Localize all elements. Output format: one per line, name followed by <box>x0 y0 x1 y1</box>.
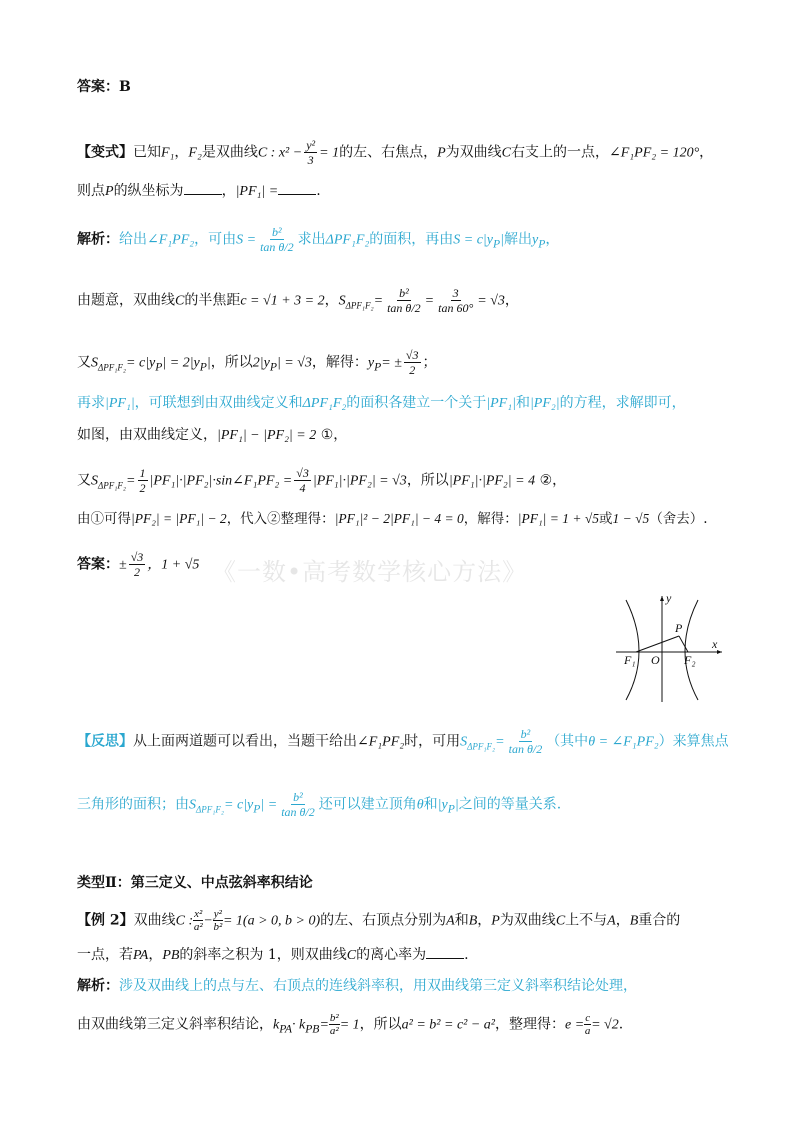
fraction: $\frac{3}{\tan 60^\circ}$ <box>438 286 474 315</box>
solution-line-2: 又$S_{\Delta PF_1F_2}= c|y_P| = 2|y_P|$，所以$2|y_P| = √3$，解得：$y_P=$ ± $\frac{√3}{2}$ ； <box>77 348 437 377</box>
variant-line-2: 则点P的纵坐标为 ，|PF₁| = . <box>77 183 321 199</box>
solution-line-3: 再求|PF₁|，可联想到由双曲线定义和ΔPF₁F₂的面积各建立一个关于|PF₁|和|PF₂|的方程，求解即可， <box>77 395 686 411</box>
solution-line-1: 由题意，双曲线C的半焦距c = √1 + 3 = 2，$S_{\Delta PF_1F_2}=$ $\frac{\text{b²}}{\text{tan θ/2}}$ = $\frac{3}{\tan 60^\circ}$ = √3， <box>77 286 519 315</box>
solution-line-5: 又$S_{\Delta PF_1F_2}=$ $\frac{1}{2}$ |PF₁|·|PF₂|·sin∠F₁PF₂ = $\frac{√3}{4}$ |PF₁|·|PF₂| = √3，所以|PF₁|·|PF₂| = 4 ②， <box>77 466 567 495</box>
fraction: $\frac{\text{b²}}{\text{tan θ/2}}$ <box>508 727 543 756</box>
hyperbola-figure <box>612 592 726 706</box>
hyperbola-left-branch <box>626 600 639 700</box>
answer-2: 答案：± $\frac{√3}{2}$ ，1 + √5 <box>77 550 200 579</box>
example2-line-2: 一点，若PA，PB的斜率之积为 1，则双曲线C的离心率为 . <box>77 947 469 963</box>
fraction: $\frac{\text{b²}}{\text{a²}}$ <box>329 1012 339 1037</box>
fraction: $\frac{√3}{2}$ <box>130 550 144 579</box>
reflection-line-2: 三角形的面积；由$S_{\Delta PF_1F_2}= c|y_P|$ = $\frac{\text{b²}}{\text{tan θ/2}}$ 还可以建立顶角θ和$|y_P|$之间的等量关系. <box>77 790 562 819</box>
fraction: $\frac{\text{b²}}{\text{tan θ/2}}$ <box>281 790 315 819</box>
solution-line-4: 如图，由双曲线定义，|PF₁| − |PF₂| = 2 ①， <box>77 427 348 443</box>
fraction: $\frac{\text{y²}}{\text{b²}}$ <box>213 908 223 933</box>
label-f1: F₁ <box>624 653 636 667</box>
label-x: x <box>712 637 718 651</box>
section-heading: 类型Ⅱ：第三定义、中点弦斜率积结论 <box>77 875 313 891</box>
watermark: 《一数•高考数学核心方法》 <box>212 558 528 586</box>
label-p: P <box>675 621 683 635</box>
fraction: $\frac{\text{y²}}{3}$ <box>306 138 316 167</box>
answer-blank <box>426 958 464 959</box>
segment-pf1 <box>636 636 679 652</box>
answer-blank <box>184 194 222 195</box>
fraction: $\frac{c}{a}$ <box>584 1012 591 1037</box>
fraction: $\frac{√3}{2}$ <box>405 348 419 377</box>
label-o: O <box>651 653 660 667</box>
solution-line-6: 由①可得|PF₂| = |PF₁| − 2，代入②整理得：|PF₁|² − 2|PF₁| − 4 = 0，解得：|PF₁| = 1 + √5或1 − √5（舍去）. <box>77 511 708 527</box>
reflection-line-1: 【反思】从上面两道题可以看出，当题干给出∠F₁PF₂时，可用$S_{\Delta PF_1F_2}=$ $\frac{\text{b²}}{\text{tan θ/2}}$ （其中θ = ∠F₁PF₂）来算焦点 <box>77 727 729 756</box>
fraction: $\frac{√3}{4}$ <box>296 466 309 495</box>
fraction: $\frac{\text{x²}}{\text{a²}}$ <box>193 908 203 933</box>
fraction: $\frac{\text{b²}}{\text{tan θ/2}}$ <box>387 286 421 315</box>
analysis-1: 解析：给出∠F₁PF₂，可由S = $\frac{\text{b²}}{\text{tan θ/2}}$ 求出ΔPF₁F₂的面积，再由$S = c|y_P|$解出$y_P$， <box>77 225 560 254</box>
label-f2: F₂ <box>684 653 696 667</box>
answer-1: 答案：B <box>77 79 131 95</box>
answer-blank <box>278 194 316 195</box>
fraction: $\frac{1}{2}$ <box>139 466 146 495</box>
analysis-2-line-1: 解析：涉及双曲线上的点与左、右顶点的连线斜率积，用双曲线第三定义斜率积结论处理， <box>77 978 637 994</box>
segment-pf2 <box>679 636 688 652</box>
example2-line-1: 【例 2】双曲线C : $\frac{\text{x²}}{\text{a²}}$ − $\frac{\text{y²}}{\text{b²}}$ = 1(a > 0, b > 0)的左、右顶点分别为A和B，P为双曲线C上不与A，B重合的 <box>77 908 681 933</box>
variant-line-1: 【变式】已知F₁，F₂是双曲线C : x² − $\frac{\text{y²}}{3}$ = 1的左、右焦点，P为双曲线C右支上的一点，∠F₁PF₂ = 120°， <box>77 138 714 167</box>
fraction: $\frac{\text{b²}}{\text{tan θ/2}}$ <box>260 225 294 254</box>
analysis-2-line-2: 由双曲线第三定义斜率积结论，$k_{PA}\cdot k_{PB}=$ $\frac{\text{b²}}{\text{a²}}$ = 1，所以a² = b² = c² − a²，整理得：e = $\frac{c}{a}$ = √2. <box>77 1012 624 1037</box>
label-y: y <box>666 592 672 605</box>
